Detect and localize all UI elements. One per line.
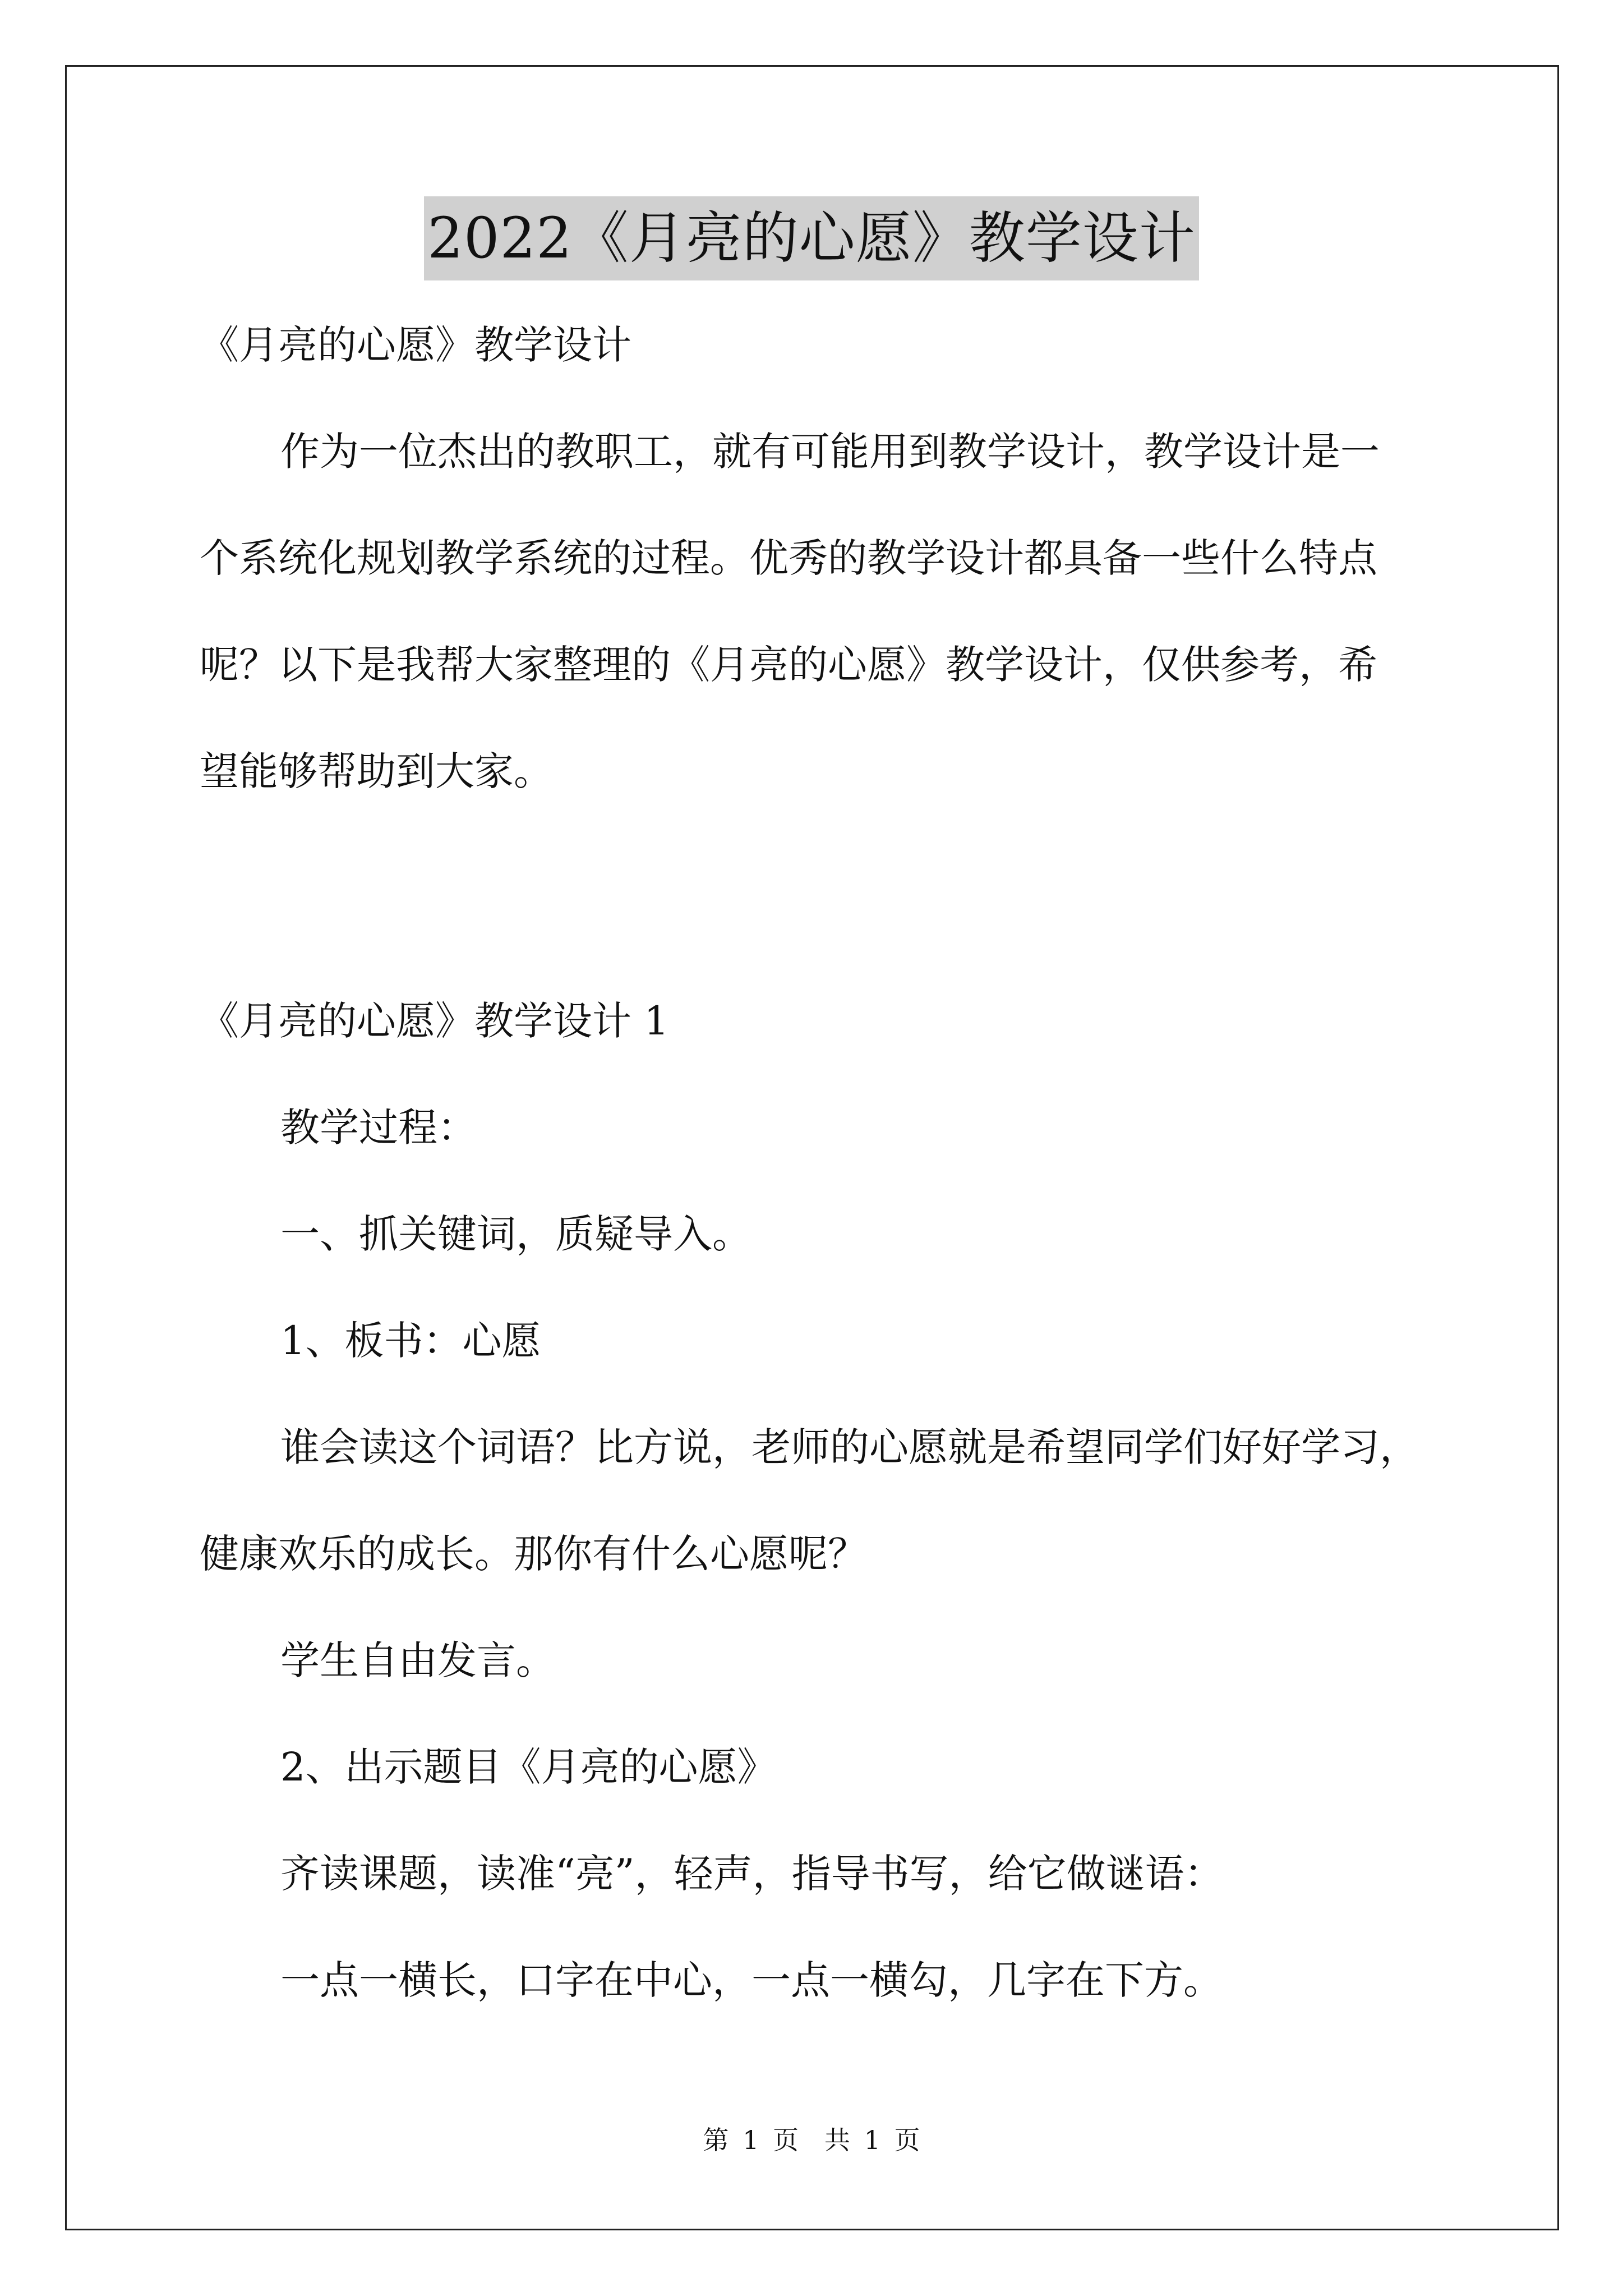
intro-paragraph-line-2: 个系统化规划教学系统的过程。优秀的教学设计都具备一些什么特点: [200, 535, 1377, 581]
intro-paragraph-line-3: 呢？以下是我帮大家整理的《月亮的心愿》教学设计，仅供参考，希: [200, 642, 1377, 688]
page-footer: 第 1 页 共 1 页: [703, 2125, 920, 2155]
question-paragraph-line-1: 谁会读这个词语？比方说，老师的心愿就是希望同学们好好学习，: [280, 1424, 1419, 1470]
student-speech-line: 学生自由发言。: [280, 1637, 555, 1683]
question-paragraph-line-2: 健康欢乐的成长。那你有什么心愿呢？: [200, 1531, 867, 1577]
step-one-heading: 一、抓关键词，质疑导入。: [280, 1211, 751, 1257]
document-title[interactable]: 2022《月亮的心愿》教学设计: [424, 196, 1199, 280]
title-container: [0, 196, 1623, 280]
subtitle-line: 《月亮的心愿》教学设计: [200, 322, 631, 368]
intro-paragraph-line-4: 望能够帮助到大家。: [200, 748, 553, 794]
read-title-line: 齐读课题，读准“亮”，轻声，指导书写，给它做谜语：: [280, 1851, 1224, 1897]
intro-paragraph-line-1: 作为一位杰出的教职工，就有可能用到教学设计，教学设计是一: [280, 429, 1380, 475]
show-title-line: 2、出示题目《月亮的心愿》: [280, 1744, 777, 1790]
section-heading: 《月亮的心愿》教学设计 1: [200, 998, 669, 1044]
board-writing-line: 1、板书：心愿: [280, 1318, 541, 1364]
riddle-line: 一点一横长，口字在中心，一点一横勾，几字在下方。: [280, 1957, 1223, 2003]
teaching-process-heading: 教学过程：: [280, 1105, 477, 1151]
